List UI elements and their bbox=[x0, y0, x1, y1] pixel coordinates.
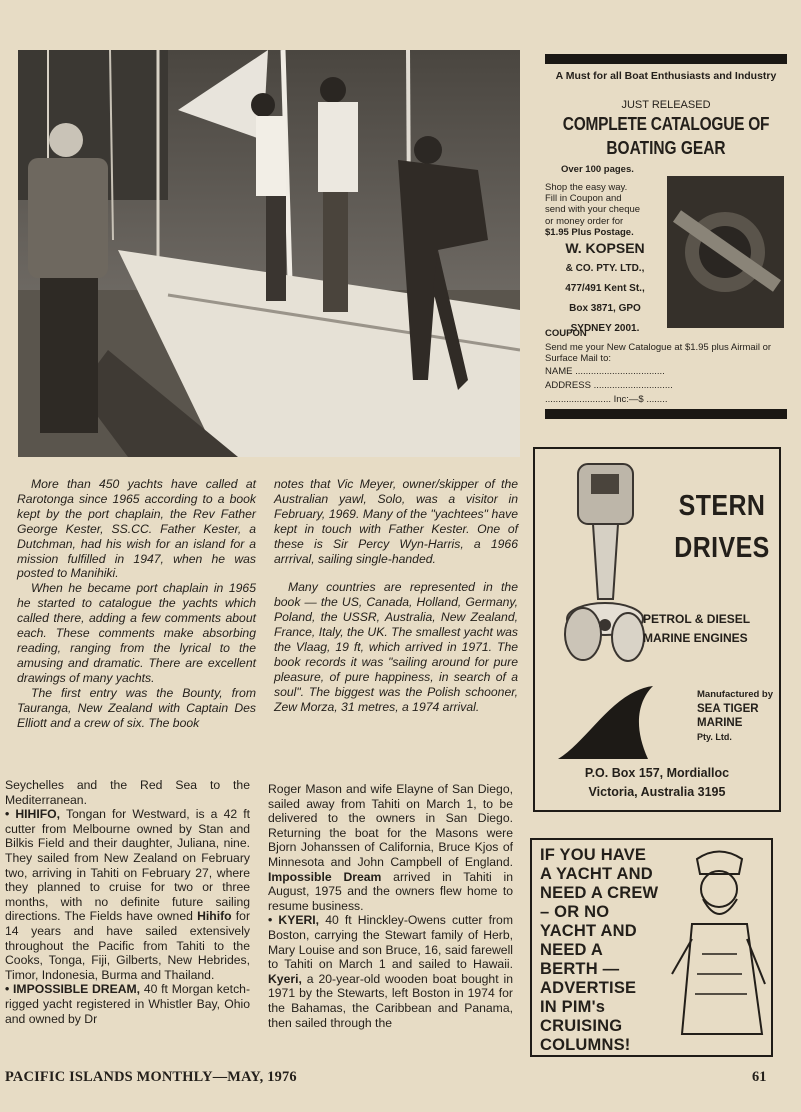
coupon-inc-field[interactable]: ......................... Inc:—$ ........ bbox=[545, 394, 668, 405]
article-top-col2: notes that Vic Meyer, owner/skipper of the Australian yawl, Solo, was a visitor in February, 1969. Many of the "yachtees" have kept in touch with Father Kester. One of these is Sir Percy Wyn-Harris, a 1966 arrrival, sailing single-handed. Many countries are represented in the book — the US, Canada, Holland, Germany, Poland, the USSR, Australia, New Zealand, France, Italy, the UK. The smallest yacht was the Vlaag, 19 ft, which arrived in 1971. The book records it was "sailing around for pure pleasure, of pure happiness, in search of a soul". The biggest was the Polish schooner, Zew Morza, 31 metres, a 1974 arrival. bbox=[274, 477, 518, 714]
just-released: JUST RELEASED bbox=[621, 99, 711, 111]
ad-bottom-rule bbox=[545, 409, 787, 419]
maker-line3: Pty. Ltd. bbox=[697, 732, 732, 742]
shop-text: Shop the easy way. Fill in Coupon and send with your cheque or money order for $1.95 Plus Postage. bbox=[545, 182, 641, 238]
engines-line2: MARINE ENGINES bbox=[643, 631, 748, 645]
sailor-cartoon bbox=[667, 844, 771, 1054]
sea-tiger-wave-logo bbox=[553, 681, 673, 761]
ad-headline: A Must for all Boat Enthusiasts and Industry bbox=[555, 70, 777, 82]
page-count: Over 100 pages. bbox=[561, 164, 634, 175]
pim-ad-text: IF YOU HAVE A YACHT AND NEED A CREW – OR NO YACHT AND NEED A BERTH — ADVERTISE IN PIM's CRUISING COLUMNS! bbox=[540, 846, 659, 1054]
catalogue-title-line2: BOATING GEAR bbox=[606, 138, 726, 158]
stern-drives-ad bbox=[533, 447, 781, 812]
coupon-label: COUPON bbox=[545, 328, 587, 339]
manufactured-by: Manufactured by bbox=[697, 689, 774, 700]
article-bottom-col1: Seychelles and the Red Sea to the Mediterranean. • HIHIFO, Tongan for Westward, is a 42 ft cutter from Melbourne owned by Stan and Bilkis Field and their daughter, Juliana, nine. They sailed from New Zealand on February two, arriving in Tahiti on February 27, where they planned to cruise for two or three months, with no definite future sailing directions. The Fields have owned Hihifo for 14 years and have sailed extensively throughout the Pacific from Tahiti to the Cooks, Tonga, Fiji, Gilberts, New Hebrides, Timor, Indonesia, Burma and Thailand. • IMPOSSIBLE DREAM, 40 ft Morgan ketch-rigged yacht registered in Whistler Bay, Ohio and owned by Dr bbox=[5, 778, 251, 1026]
catalogue-title-line1: COMPLETE CATALOGUE OF bbox=[562, 114, 770, 134]
stern-title-2: DRIVES bbox=[674, 532, 770, 564]
stern-address-2: Victoria, Australia 3195 bbox=[588, 785, 726, 799]
outboard-drive-illustration bbox=[553, 459, 663, 679]
stern-title-1: STERN bbox=[678, 490, 766, 522]
catalogue-cover-image bbox=[667, 176, 784, 328]
yacht-photo-illustration bbox=[18, 50, 520, 457]
catalogue-ad bbox=[545, 54, 787, 420]
article-bottom-col2: Roger Mason and wife Elayne of San Diego, sailed away from Tahiti on March 1, to be delivered to the owners in San Diego. Returning the boat for the Masons were Bjorn Johanssen of California, Bruce Kjos of Minnesota and John Campbell of England. Impossible Dream arrived in Tahiti in August, 1975 and the owners flew home to resume business. • KYERI, 40 ft Hinckley-Owens cutter from Boston, carrying the Stewart family of Herb, Mary Louise and son Bruce, 16, said farewell to Tahiti on March 1 and sailed to Hawaii. Kyeri, a 20-year-old wooden boat bought in 1971 by the Stewarts, left Boston in 1974 for the Bahamas, the Caribbean and Panama, then sailed through the bbox=[268, 782, 513, 1030]
engines-line1: PETROL & DIESEL bbox=[643, 612, 751, 626]
ad-top-rule bbox=[545, 54, 787, 64]
footer-page-number: 61 bbox=[752, 1069, 767, 1085]
maker-line2: MARINE bbox=[697, 717, 743, 729]
yacht-photo bbox=[18, 50, 520, 457]
pim-cruising-ad bbox=[530, 838, 773, 1057]
company-address: & CO. PTY. LTD., 477/491 Kent St., Box 3871, GPO SYDNEY 2001. bbox=[565, 263, 645, 334]
maker-line1: SEA TIGER bbox=[697, 703, 759, 715]
coupon-address-field[interactable]: ADDRESS .............................. bbox=[545, 380, 673, 391]
footer-magazine: PACIFIC ISLANDS MONTHLY—MAY, 1976 bbox=[5, 1069, 297, 1085]
company-name: W. KOPSEN bbox=[565, 240, 645, 256]
stern-address-1: P.O. Box 157, Mordialloc bbox=[584, 766, 730, 780]
coupon-name-field[interactable]: NAME .................................. bbox=[545, 366, 665, 377]
article-top-col1: More than 450 yachts have called at Rarotonga since 1965 according to a book kept by the port chaplain, the Rev Father George Kester, SS.CC. Father Kester, a Dutchman, had his wish for an island for a mission fulfilled in 1947, when he was posted to Manihiki. When he became port chaplain in 1965 he started to catalogue the yachts which called there, adding a few comments about each. These comments make absorbing reading, ranging from the lyrical to the amusing and dramatic. There are excellent drawings of many yachts. The first entry was the Bounty, from Tauranga, New Zealand with Captain Des Elliott and a crew of six. The book bbox=[17, 477, 256, 730]
coupon-text: Send me your New Catalogue at $1.95 plus Airmail or Surface Mail to: bbox=[545, 342, 772, 365]
